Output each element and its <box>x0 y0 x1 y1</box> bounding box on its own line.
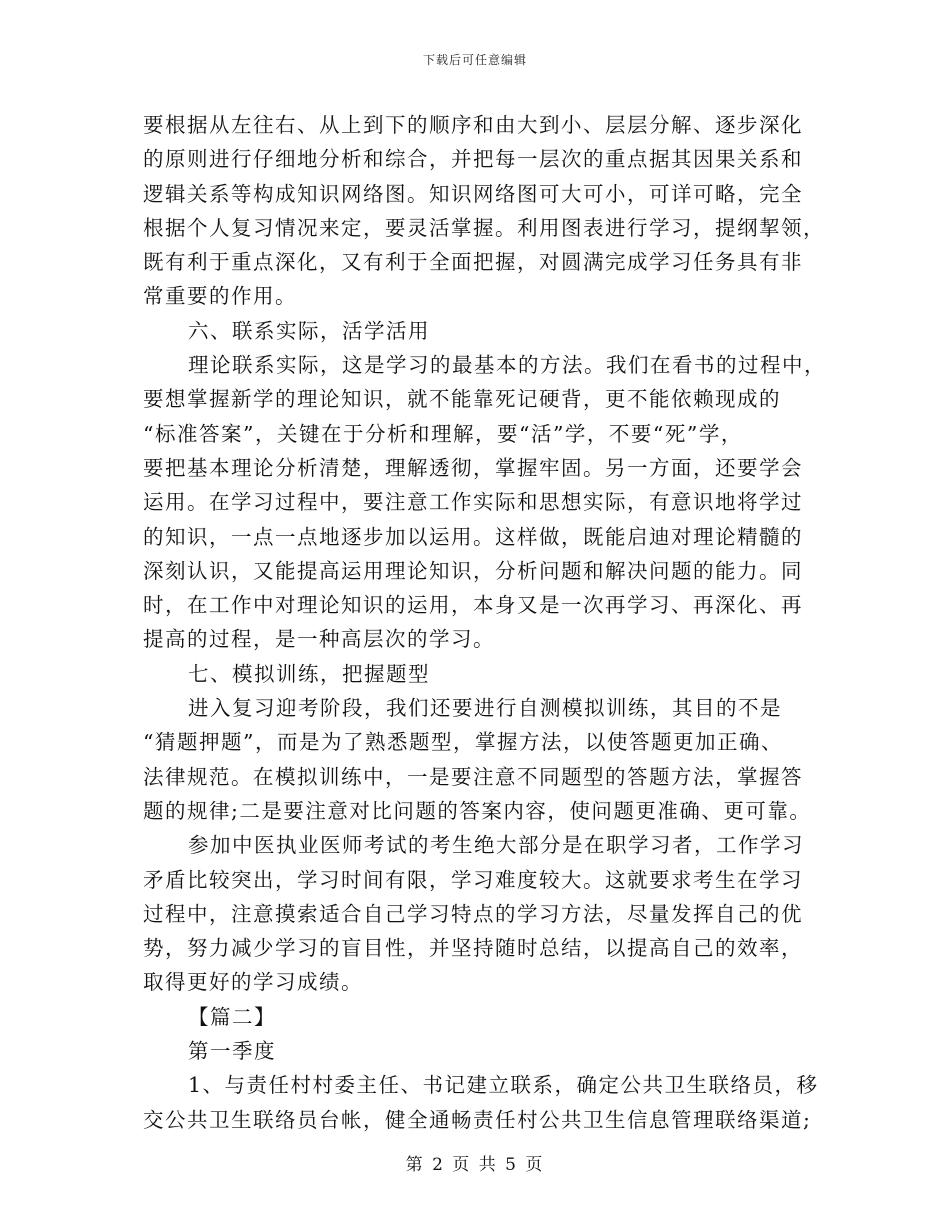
page-number-footer: 第 2 页 共 5 页 <box>405 1155 545 1175</box>
text-line: 参加中医执业医师考试的考生绝大部分是在职学习者，工作学习 <box>188 833 804 858</box>
section-heading: 六、联系实际，活学活用 <box>188 318 430 343</box>
page-header: 下载后可任意编辑 <box>422 53 527 67</box>
text-line: 交公共卫生联络员台帐，健全通畅责任村公共卫生信息管理联络渠道; <box>143 1107 812 1132</box>
text-line: 常重要的作用。 <box>143 284 297 309</box>
text-line: 矛盾比较突出，学习时间有限，学习难度较大。这就要求考生在学习 <box>143 867 803 892</box>
text-line: 进入复习迎考阶段，我们还要进行自测模拟训练，其目的不是 <box>188 696 782 721</box>
text-line: 深刻认识，又能提高运用理论知识，分析问题和解决问题的能力。同 <box>143 558 803 583</box>
document-body <box>143 108 826 1137</box>
text-line: 根据个人复习情况来定，要灵活掌握。利用图表进行学习，提纲挈领， <box>143 215 825 240</box>
section-heading: 【篇二】 <box>188 1004 276 1029</box>
text-line: 的知识，一点一点地逐步加以运用。这样做，既能启迪对理论精髓的 <box>143 524 803 549</box>
text-line: 运用。在学习过程中，要注意工作实际和思想实际，有意识地将学过 <box>143 490 803 515</box>
text-line: 要根据从左往右、从上到下的顺序和由大到小、层层分解、逐步深化 <box>143 113 803 137</box>
text-line: 既有利于重点深化，又有利于全面把握，对圆满完成学习任务具有非 <box>143 250 803 275</box>
section-heading: 七、模拟训练，把握题型 <box>188 661 430 686</box>
text-line: 提高的过程，是一种高层次的学习。 <box>143 627 495 652</box>
section-heading: 第一季度 <box>188 1039 276 1064</box>
text-line: 理论联系实际，这是学习的最基本的方法。我们在看书的过程中， <box>188 353 826 378</box>
text-line: 1、与责任村村委主任、书记建立联系，确定公共卫生联络员，移 <box>188 1073 819 1098</box>
text-line: 时，在工作中对理论知识的运用，本身又是一次再学习、再深化、再 <box>143 593 803 618</box>
text-line: 势，努力减少学习的盲目性，并坚持随时总结，以提高自己的效率， <box>143 936 803 961</box>
text-line: 的原则进行仔细地分析和综合，并把每一层次的重点据其因果关系和 <box>143 147 803 172</box>
text-line: 过程中，注意摸索适合自己学习特点的学习方法，尽量发挥自己的优 <box>143 901 803 926</box>
text-line: 要把基本理论分析清楚，理解透彻，掌握牢固。另一方面，还要学会 <box>143 455 803 480</box>
text-line: 法律规范。在模拟训练中，一是要注意不同题型的答题方法，掌握答 <box>143 764 803 789</box>
text-line: “标准答案”，关键在于分析和理解，要“活”学，不要“死”学， <box>143 421 743 446</box>
text-line: 要想掌握新学的理论知识，就不能靠死记硬背，更不能依赖现成的 <box>143 387 781 412</box>
text-line: 逻辑关系等构成知识网络图。知识网络图可大可小，可详可略，完全 <box>143 181 803 206</box>
text-line: 取得更好的学习成绩。 <box>143 970 363 995</box>
text-line: 题的规律;二是要注意对比问题的答案内容，使问题更准确、更可靠。 <box>143 798 812 823</box>
text-line: “猜题押题”，而是为了熟悉题型，掌握方法，以使答题更加正确、 <box>143 730 783 755</box>
